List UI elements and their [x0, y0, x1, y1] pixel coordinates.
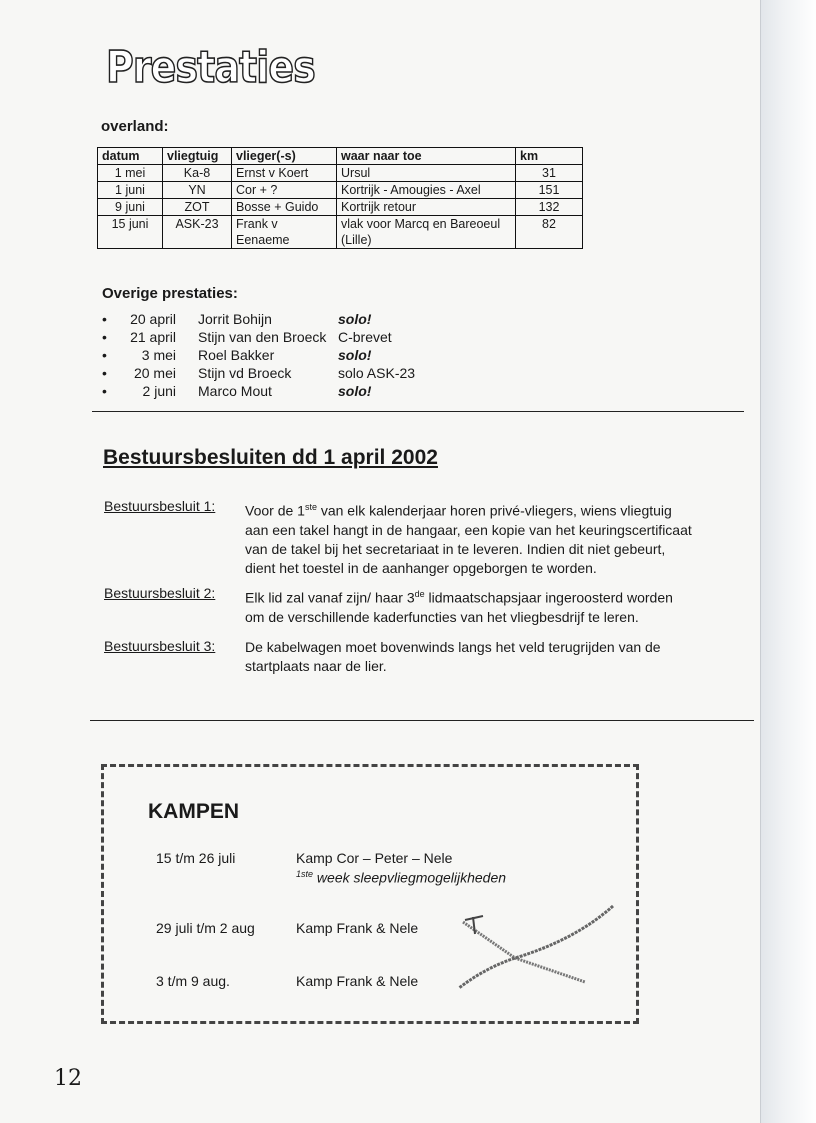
col-km: km	[516, 148, 583, 165]
page-number: 12	[54, 1066, 82, 1091]
item-result: solo!	[338, 311, 372, 327]
decision-label: Bestuursbesluit 3:	[104, 638, 216, 654]
bullet-icon: •	[102, 311, 107, 327]
decision-text: Elk lid zal vanaf zijn/ haar 3de lidmaatschapsjaar ingeroosterd worden om de verschillende kaderfuncties van het vliegbesdrijf te leren.	[245, 589, 673, 625]
cell-vlieger: Frank v Eenaeme	[232, 216, 337, 249]
decision-text: Voor de 1ste van elk kalenderjaar horen privé-vliegers, wiens vliegtuig aan een takel hangt in de hangaar, een kopie van het keuringscertificaat van de takel bij het secretariaat in te leveren. Indien dit niet gebeurt, dient het toestel in de aanhanger opgeborgen te worden.	[245, 502, 692, 576]
cell-datum: 15 juni	[98, 216, 163, 249]
cell-vlieger: Bosse + Guido	[232, 199, 337, 216]
table-row	[98, 165, 583, 182]
cell-km: 82	[516, 216, 583, 249]
cell-bestemming: Kortrijk retour	[337, 199, 516, 216]
camp-name: Kamp Frank & Nele	[296, 920, 419, 936]
item-name: Jorrit Bohijn	[198, 311, 272, 327]
bestuur-title: Bestuursbesluiten dd 1 april 2002	[103, 446, 438, 469]
kampen-title: KAMPEN	[148, 800, 240, 823]
overland-heading: overland:	[101, 118, 169, 135]
camp-date: 3 t/m 9 aug.	[156, 973, 230, 989]
cell-datum: 1 mei	[98, 165, 163, 182]
bullet-icon: •	[102, 365, 107, 381]
item-date: 3 mei	[141, 347, 176, 363]
item-date: 20 april	[130, 311, 176, 327]
item-result: C-brevet	[338, 329, 392, 345]
cell-vliegtuig: YN	[163, 182, 232, 199]
table-row	[98, 216, 583, 249]
decision-3	[104, 638, 684, 678]
overland-table	[97, 147, 583, 249]
list-item	[102, 383, 422, 401]
col-bestemming: waar naar toe	[337, 148, 516, 165]
item-name: Stijn vd Broeck	[198, 365, 292, 381]
item-result: solo!	[338, 347, 372, 363]
overige-heading: Overige prestaties:	[102, 285, 238, 302]
cell-vlieger: Ernst v Koert	[232, 165, 337, 182]
cell-km: 31	[516, 165, 583, 182]
item-name: Marco Mout	[198, 383, 272, 399]
cell-bestemming: Kortrijk - Amougies - Axel	[337, 182, 516, 199]
cell-vlieger: Cor + ?	[232, 182, 337, 199]
list-item	[102, 311, 422, 329]
section-divider	[90, 720, 754, 721]
col-datum: datum	[98, 148, 163, 165]
camp-date: 15 t/m 26 juli	[156, 850, 236, 866]
decision-2	[104, 585, 684, 625]
item-date: 20 mei	[133, 365, 176, 381]
camp-name: Kamp Frank & Nele	[296, 973, 419, 989]
camp-note: $^{1ste}$ week sleepvliegmogelijkheden	[296, 869, 507, 886]
item-date: 21 april	[130, 329, 176, 345]
decision-1	[104, 498, 692, 578]
item-name: Stijn van den Broeck	[198, 329, 327, 345]
bullet-icon: •	[102, 347, 107, 363]
cell-bestemming: vlak voor Marcq en Bareoeul (Lille)	[337, 216, 516, 249]
item-date: 2 juni	[142, 383, 176, 399]
cell-vliegtuig: ZOT	[163, 199, 232, 216]
section-divider	[92, 411, 744, 412]
decision-label: Bestuursbesluit 1:	[104, 498, 216, 514]
cell-km: 151	[516, 182, 583, 199]
camp-item	[156, 850, 556, 890]
camp-name: Kamp Cor – Peter – Nele	[296, 850, 453, 866]
item-name: Roel Bakker	[198, 347, 275, 363]
decision-label: Bestuursbesluit 2:	[104, 585, 216, 601]
col-vlieger: vlieger(-s)	[232, 148, 337, 165]
camp-date: 29 juli t/m 2 aug	[156, 920, 255, 936]
bullet-icon: •	[102, 329, 107, 345]
cell-vliegtuig: Ka-8	[163, 165, 232, 182]
cell-datum: 9 juni	[98, 199, 163, 216]
page-title: Prestaties	[106, 42, 315, 93]
list-item	[102, 365, 422, 383]
list-item	[102, 347, 422, 365]
cell-bestemming: Ursul	[337, 165, 516, 182]
glider-sketch-icon	[455, 900, 625, 1000]
next-page-edge	[760, 0, 816, 1123]
cell-vliegtuig: ASK-23	[163, 216, 232, 249]
table-row	[98, 199, 583, 216]
table-header-row	[98, 148, 583, 165]
col-vliegtuig: vliegtuig	[163, 148, 232, 165]
overige-list	[102, 311, 422, 401]
list-item	[102, 329, 422, 347]
bullet-icon: •	[102, 383, 107, 399]
cell-km: 132	[516, 199, 583, 216]
item-result: solo ASK-23	[338, 365, 416, 381]
cell-datum: 1 juni	[98, 182, 163, 199]
item-result: solo!	[338, 383, 372, 399]
decision-text: De kabelwagen moet bovenwinds langs het veld terugrijden van de startplaats naar de lier.	[245, 639, 661, 674]
table-row	[98, 182, 583, 199]
